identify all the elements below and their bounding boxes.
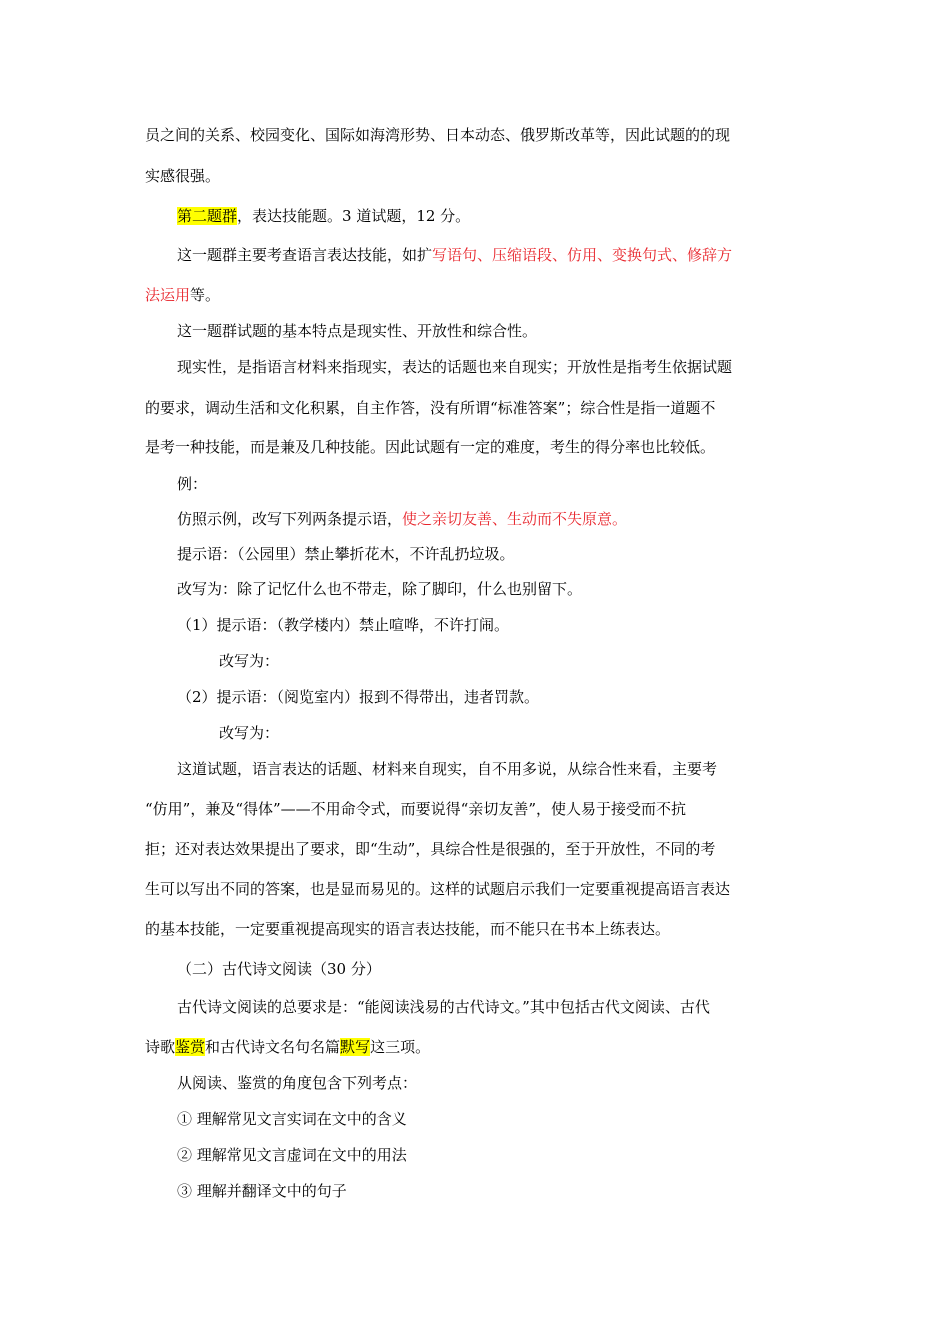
paragraph-text: 这三项。 (370, 1038, 431, 1056)
paragraph-line: 这一题群试题的基本特点是现实性、开放性和综合性。 (177, 322, 538, 340)
answer-prompt: 改写为： (219, 652, 280, 670)
paragraph-line: 这道试题，语言表达的话题、材料来自现实，自不用多说，从综合性来看，主要考 (177, 760, 718, 778)
paragraph-line: 是考一种技能，而是兼及几种技能。因此试题有一定的难度，考生的得分率也比较低。 (145, 438, 716, 456)
section-heading-line (177, 204, 470, 229)
red-text: 使之亲切友善、生动而不失原意。 (402, 510, 628, 528)
paragraph-line: 的基本技能，一定要重视提高现实的语言表达技能，而不能只在书本上练表达。 (145, 920, 671, 938)
paragraph-line (177, 243, 732, 268)
paragraph-line (177, 507, 627, 532)
paragraph-line: “仿用”，兼及“得体”——不用命令式，而要说得“亲切友善”，使人易于接受而不抗 (145, 800, 687, 818)
paragraph-line: 实感很强。 (145, 167, 221, 185)
paragraph-line: 从阅读、鉴赏的角度包含下列考点： (177, 1074, 418, 1092)
paragraph-text: 等。 (190, 286, 221, 304)
paragraph-text: 这一题群主要考查语言表达技能，如扩 (177, 246, 433, 264)
numbered-item: （1）提示语：（教学楼内）禁止喧哗，不许打闹。 (177, 616, 510, 634)
paragraph-line: 员之间的关系、校园变化、国际如海湾形势、日本动态、俄罗斯改革等，因此试题的的现 (145, 126, 731, 144)
numbered-item: （2）提示语：（阅览室内）报到不得带出，违者罚款。 (177, 688, 540, 706)
highlighted-text: 鉴赏 (175, 1038, 206, 1056)
paragraph-line: 的要求，调动生活和文化积累，自主作答，没有所谓“标准答案”；综合性是指一道题不 (145, 399, 716, 417)
section-heading: （二）古代诗文阅读（30 分） (177, 960, 381, 978)
paragraph-text: ，表达技能题。3 道试题，12 分。 (237, 207, 471, 225)
paragraph-line: 改写为：除了记忆什么也不带走，除了脚印，什么也别留下。 (177, 580, 583, 598)
list-item: ② 理解常见文言虚词在文中的用法 (177, 1146, 407, 1164)
paragraph-line (145, 283, 220, 308)
example-label: 例： (177, 475, 208, 493)
answer-prompt: 改写为： (219, 724, 280, 742)
highlighted-text: 第二题群 (177, 207, 238, 225)
red-text: 法运用 (145, 286, 191, 304)
paragraph-line: 提示语：（公园里）禁止攀折花木，不许乱扔垃圾。 (177, 545, 515, 563)
list-item: ③ 理解并翻译文中的句子 (177, 1182, 347, 1200)
list-item: ① 理解常见文言实词在文中的含义 (177, 1110, 407, 1128)
paragraph-text: 和古代诗文名句名篇 (205, 1038, 341, 1056)
paragraph-text: 仿照示例，改写下列两条提示语， (177, 510, 403, 528)
paragraph-line: 生可以写出不同的答案，也是显而易见的。这样的试题启示我们一定要重视提高语言表达 (145, 880, 731, 898)
paragraph-line (145, 1035, 430, 1060)
paragraph-line: 古代诗文阅读的总要求是：“能阅读浅易的古代诗文。”其中包括古代文阅读、古代 (177, 998, 710, 1016)
paragraph-text: 诗歌 (145, 1038, 176, 1056)
red-text: 写语句、压缩语段、仿用、变换句式、修辞方 (432, 246, 733, 264)
paragraph-line: 拒；还对表达效果提出了要求，即“生动”，具综合性是很强的，至于开放性，不同的考 (145, 840, 716, 858)
paragraph-line: 现实性，是指语言材料来指现实，表达的话题也来自现实；开放性是指考生依据试题 (177, 358, 733, 376)
highlighted-text: 默写 (340, 1038, 371, 1056)
